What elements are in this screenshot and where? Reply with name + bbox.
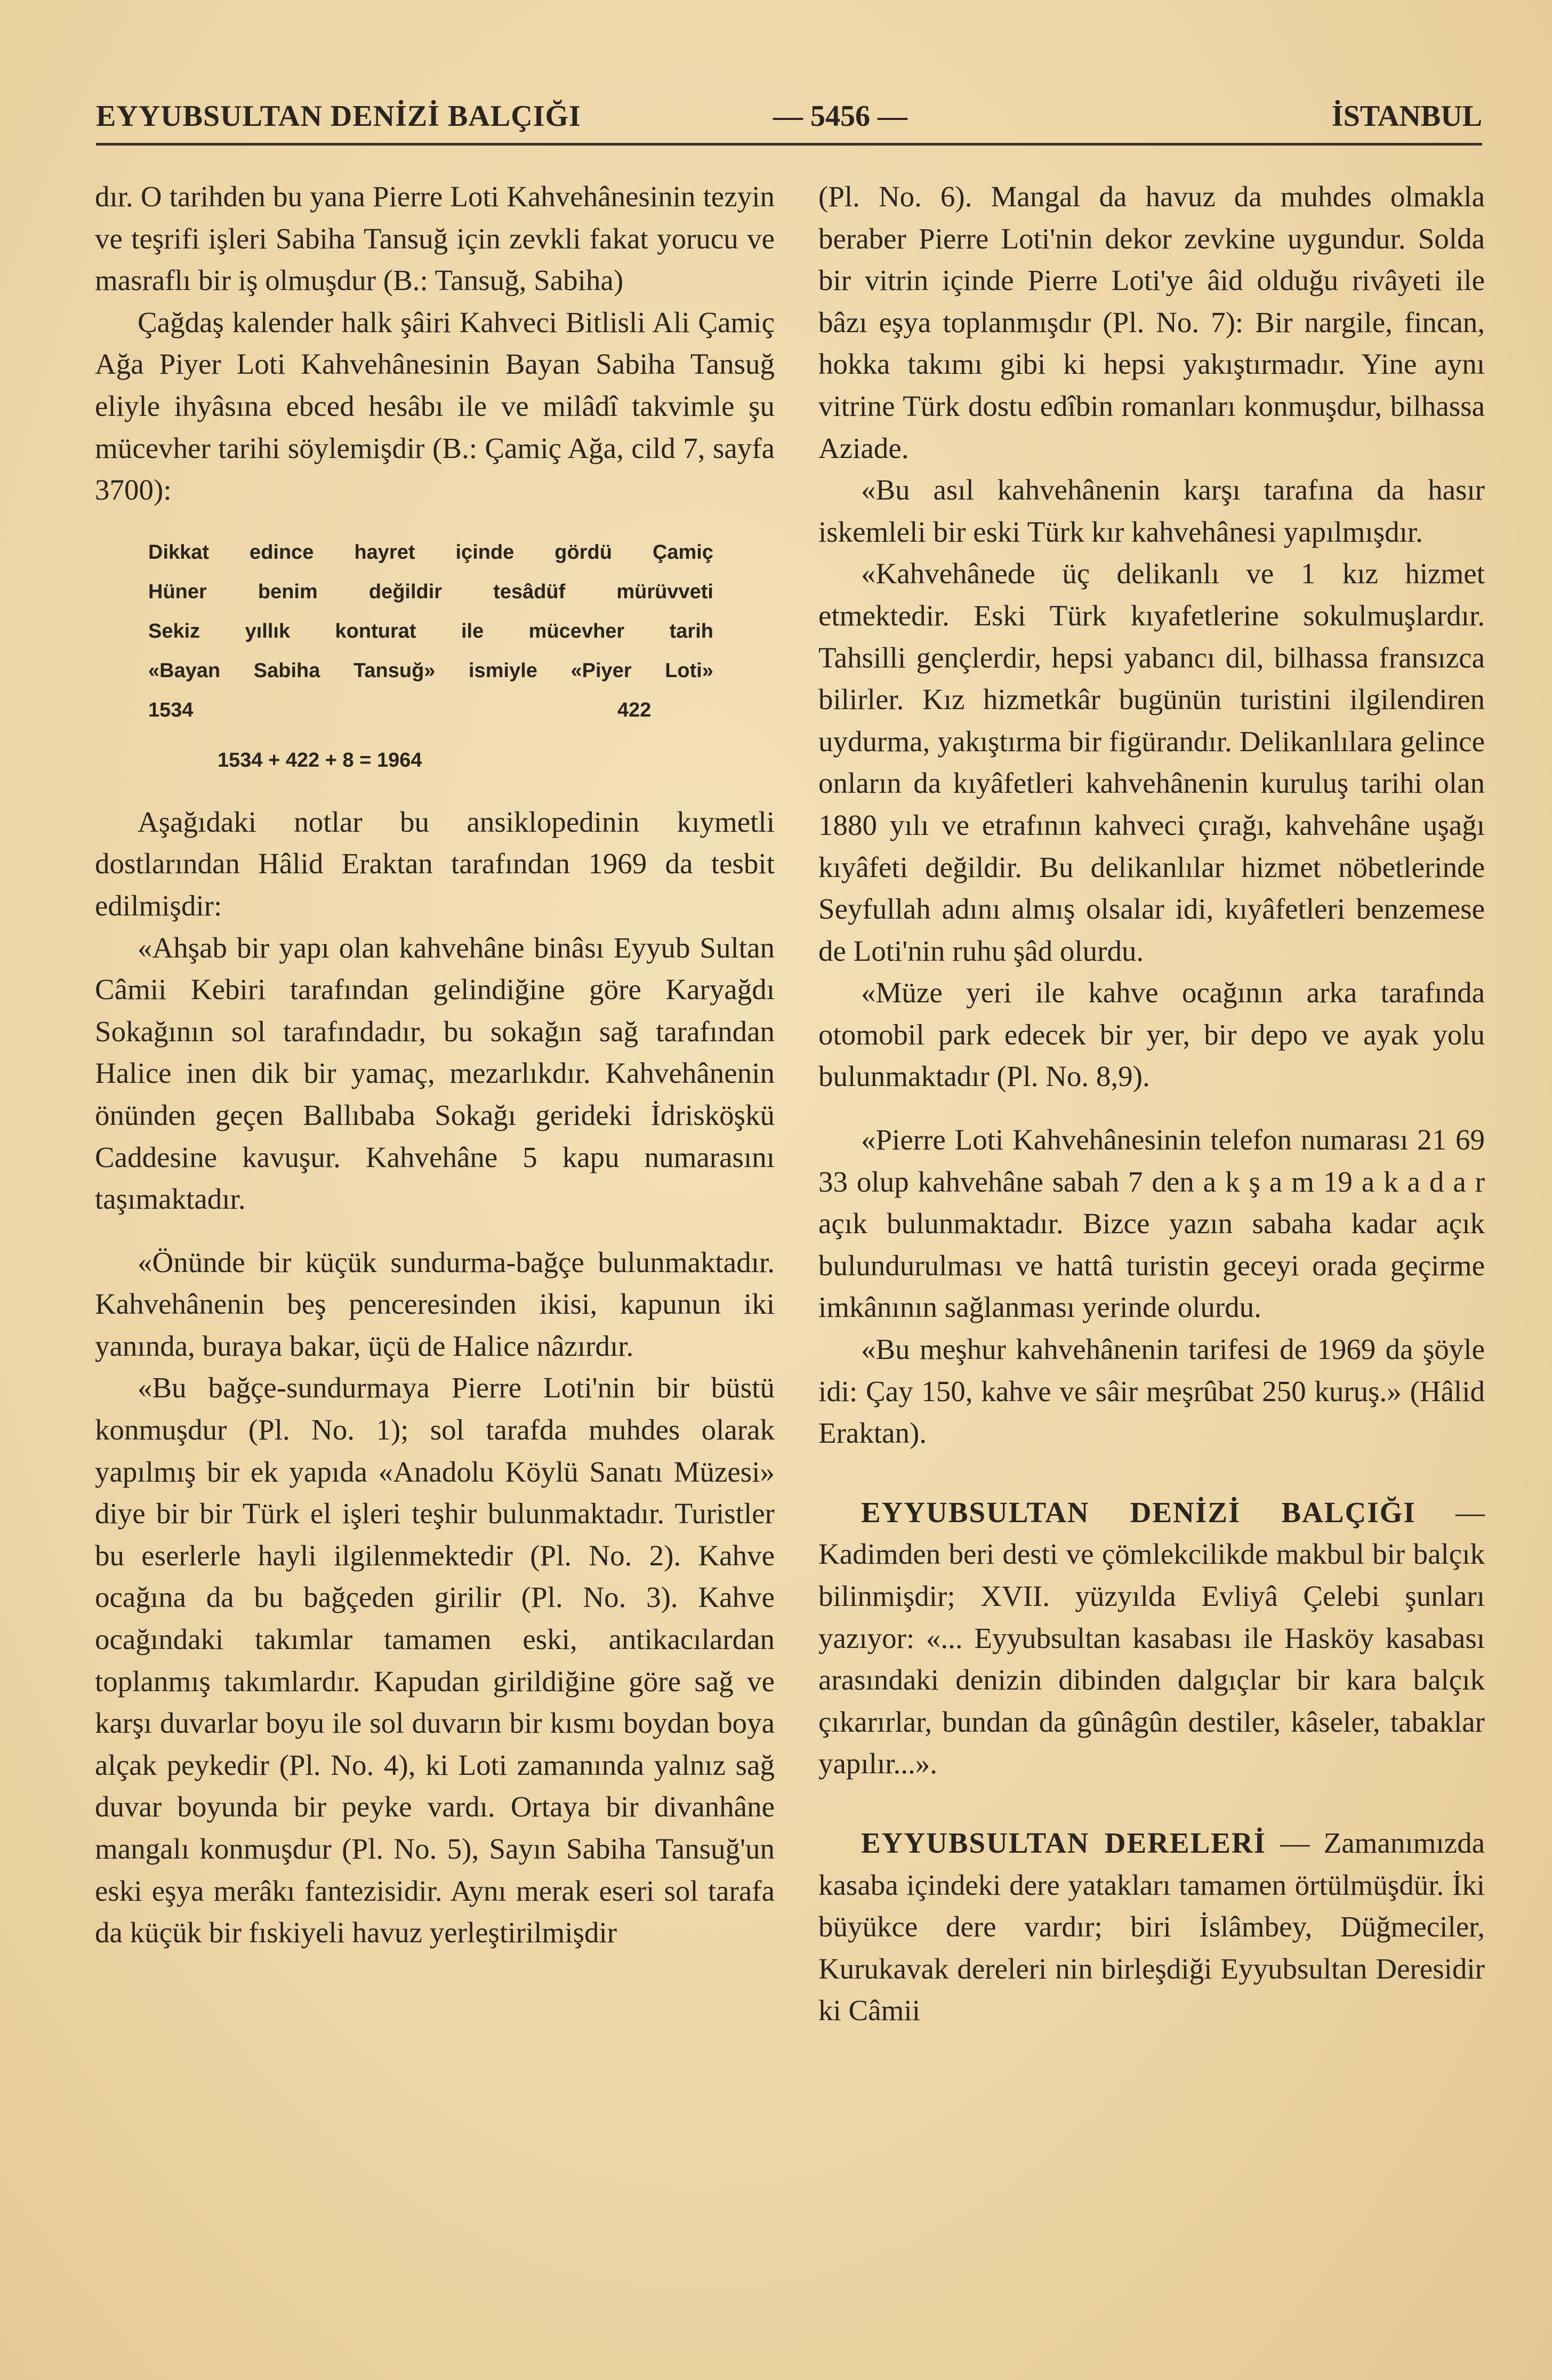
verse-numbers: [148, 690, 713, 730]
page-number: — 5456 —: [773, 100, 907, 133]
entry-text: — Zamanımızda kasaba içindeki dere yatakları tamamen örtülmüşdür. İki büyükce dere vardır; biri İslâmbey, Düğmeciler, Kurukavak dereleri nin birleşdiği Eyyubsultan Deresidir ki Câmii: [818, 1826, 1485, 2027]
running-header: [96, 90, 1482, 138]
paragraph: Aşağıdaki notlar bu ansiklopedinin kıymetli dostlarından Hâlid Eraktan tarafından 1969 da tesbit edilmişdir:: [95, 805, 775, 922]
paragraph: «Ahşab bir yapı olan kahvehâne binâsı Eyyub Sultan Câmii Kebiri tarafından gelindiğine göre Karyağdı Sokağının sol tarafındadır, bu sokağın sağ tarafından Halice inen dik bir yamaç, mezarlıkdır. Kahvehânenin önünden geçen Ballıbaba Sokağı gerideki İdrisköşkü Caddesine kavuşur. Kahvehâne 5 kapu numarasını taşımaktadır.: [95, 931, 775, 1216]
verse-line: Dikkat edince hayret içinde gördü Çamiç: [148, 541, 713, 564]
verse-number: 1534: [148, 698, 194, 721]
header-city: İSTANBUL: [1331, 100, 1482, 133]
entry-eyyubsultan-dereleri: [818, 1822, 1485, 2032]
verse-sum: 1534 + 422 + 8 = 1964: [218, 749, 422, 771]
left-column: [95, 176, 775, 1954]
paragraph: dır. O tarihden bu yana Pierre Loti Kahvehânesinin tezyin ve teşrifi işleri Sabiha Tansuğ için zevkli fakat yorucu ve masraflı bir iş olmuşdur (B.: Tansuğ, Sabiha): [95, 180, 775, 297]
verse-line: Sekiz yıllık konturat ile mücevher tarih: [148, 620, 713, 642]
entry-heading: EYYUBSULTAN DERELERİ: [861, 1826, 1267, 1859]
verse-line: «Bayan Sabiha Tansuğ» ismiyle «Piyer Loti»: [148, 659, 713, 682]
paragraph: «Bu meşhur kahvehânenin tarifesi de 1969 da şöyle idi: Çay 150, kahve ve sâir meşrûbat 250 kuruş.» (Hâlid Eraktan).: [818, 1333, 1485, 1450]
entry-heading: EYYUBSULTAN DENİZİ BALÇIĞI: [861, 1495, 1416, 1529]
paragraph: «Kahvehânede üç delikanlı ve 1 kız hizmet etmektedir. Eski Türk kıyafetlerine sokulmuşlardır. Tahsilli gençlerdir, hepsi yabancı dil, bilhassa fransızca bilirler. Kız hizmetkâr bugünün turistini ilgilendiren uydurma, yakıştırma bir figürandır. Delikanlılara gelince onların da kıyâfetleri kahvehânenin kuruluş tarihi olan 1880 yılı ve etrafının kahveci çırağı, kahvehâne uşağı kıyâfeti değildir. Bu delikanlılar hizmet nöbetlerinde Seyfullah adını almış olsalar idi, kıyâfetleri benzemese de Loti'nin ruhu şâd olurdu.: [818, 557, 1485, 967]
paragraph: Çağdaş kalender halk şâiri Kahveci Bitlisli Ali Çamiç Ağa Piyer Loti Kahvehânesinin Bayan Sabiha Tansuğ eliyle ihyâsına ebced hesâbı ile ve milâdî takvimle şu mücevher tarihi söylemişdir (B.: Çamiç Ağa, cild 7, sayfa 3700):: [95, 305, 775, 506]
header-rule: [96, 143, 1482, 146]
paragraph: «Bu asıl kahvehânenin karşı tarafına da hasır iskemleli bir eski Türk kır kahvehânesi yapılmışdır.: [818, 473, 1485, 548]
verse-line: Hüner benim değildir tesâdüf mürüvveti: [148, 580, 713, 603]
entry-eyyubsultan-denizi-balcigi: [818, 1492, 1485, 1785]
paragraph: «Bu bağçe-sundurmaya Pierre Loti'nin bir büstü konmuşdur (Pl. No. 1); sol tarafda muhdes olarak yapılmış bir ek yapıda «Anadolu Köylü Sanatı Müzesi» diye bir bir Türk el işleri teşhir bulunmaktadır. Turistler bu eserlerle hayli ilgilenmektedir (Pl. No. 2). Kahve ocağına da bu bağçeden girilir (Pl. No. 3). Kahve ocağındaki takımlar tamamen eski, antikacılardan toplanmış takımlardır. Kapudan girildiğine göre sağ ve karşı duvarlar boyu ile sol duvarın bir kısmı boydan boya alçak peykedir (Pl. No. 4), ki Loti zamanında yalnız sağ duvar boyunda bir peyke vardı. Ortaya bir divanhâne mangalı konmuşdur (Pl. No. 5), Sayın Sabiha Tansuğ'un eski eşya merâkı fantezisidir. Aynı merak eseri sol tarafa da küçük bir fıskiyeli havuz yerleştirilmişdir: [95, 1371, 775, 1949]
verse-number: 422: [617, 698, 652, 721]
paragraph: «Önünde bir küçük sundurma-bağçe bulunmaktadır. Kahvehânenin beş penceresinden ikisi, kapunun iki yanında, buraya bakar, üçü de Halice nâzırdır.: [95, 1245, 775, 1362]
entry-text: — Kadimden beri desti ve çömlekcilikde makbul bir balçık bilinmişdir; XVII. yüzyılda Evliyâ Çelebi şunları yazıyor: «... Eyyubsultan kasabası ile Hasköy kasabası arasındaki denizin dibinden dalgıçlar bir kara balçık çıkarırlar, bundan da gûnâgûn destiler, kâseler, tabaklar yapılır...».: [818, 1495, 1485, 1780]
right-column: [818, 176, 1485, 2032]
header-title: EYYUBSULTAN DENİZİ BALÇIĞI: [96, 100, 581, 133]
paragraph: «Pierre Loti Kahvehânesinin telefon numarası 21 69 33 olup kahvehâne sabah 7 den a k ş a m 19 a k a d a r açık bulunmaktadır. Bizce yazın sabaha kadar açık bulundurulması ve hattâ turistin geceyi orada geçirme imkânının sağlanması yerinde olurdu.: [818, 1123, 1485, 1324]
paragraph: «Müze yeri ile kahve ocağının arka tarafında otomobil park edecek bir yer, bir depo ve ayak yolu bulunmaktadır (Pl. No. 8,9).: [818, 976, 1485, 1093]
paragraph: (Pl. No. 6). Mangal da havuz da muhdes olmakla beraber Pierre Loti'nin dekor zevkine uygundur. Solda bir vitrin içinde Pierre Loti'ye âid olduğu rivâyeti ile bâzı eşya toplanmışdır (Pl. No. 7): Bir nargile, fincan, hokka takımı gibi ki hepsi yakıştırmadır. Yine aynı vitrine Türk dostu edîbin romanları konmuşdur, bilhassa Aziade.: [818, 180, 1485, 464]
chronogram-verse: [148, 533, 713, 780]
